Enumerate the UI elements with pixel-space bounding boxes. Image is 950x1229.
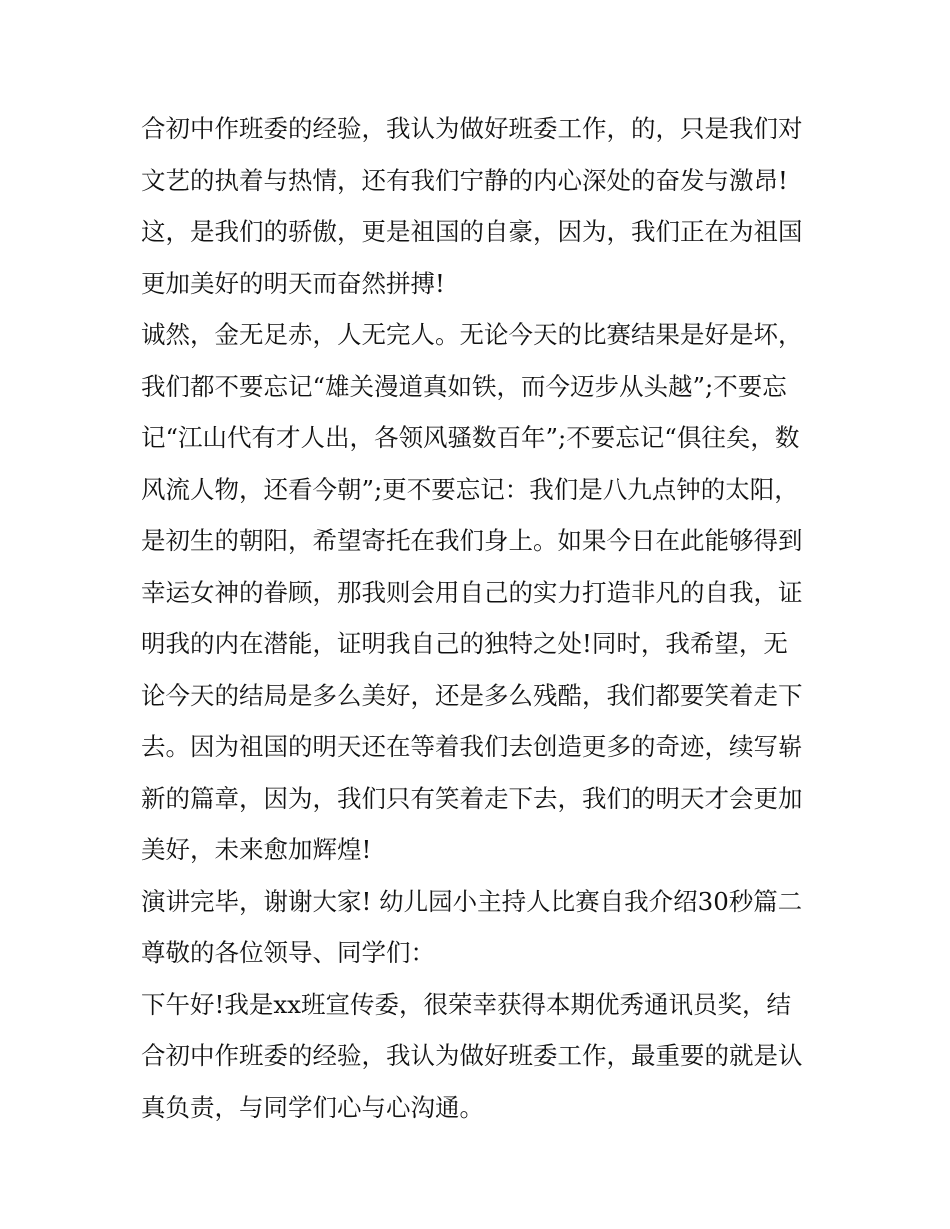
text-line: 是初生的朝阳，希望寄托在我们身上。如果今日在此能够得到 (141, 526, 803, 555)
text-line: 合初中作班委的经验，我认为做好班委工作，的，只是我们对 (141, 114, 803, 143)
text-line: 幸运女神的眷顾，那我则会用自己的实力打造非凡的自我，证 (141, 577, 803, 607)
text-line: 演讲完毕，谢谢大家! 幼儿园小主持人比赛自我介绍30秒篇二 (141, 886, 803, 916)
text-line: 风流人物，还看今朝”;更不要忘记：我们是八九点钟的太阳， (141, 474, 799, 504)
text-line: 我们都不要忘记“雄关漫道真如铁，而今迈步从头越”;不要忘 (141, 371, 787, 401)
text-line: 明我的内在潜能，证明我自己的独特之处!同时，我希望，无 (141, 629, 788, 658)
text-line: 记“江山代有才人出，各领风骚数百年”;不要忘记“俱往矣，数 (141, 423, 800, 452)
text-line: 论今天的结局是多么美好，还是多么残酷，我们都要笑着走下 (141, 680, 803, 710)
text-line: 下午好!我是xx班宣传委，很荣幸获得本期优秀通讯员奖，结 (141, 989, 791, 1019)
text-line: 尊敬的各位领导、同学们： (141, 938, 435, 967)
text-line: 这，是我们的骄傲，更是祖国的自豪，因为，我们正在为祖国 (141, 217, 803, 246)
text-line: 诚然，金无足赤，人无完人。无论今天的比赛结果是好是坏， (141, 320, 803, 349)
text-line: 新的篇章，因为，我们只有笑着走下去，我们的明天才会更加 (141, 783, 803, 813)
text-line: 合初中作班委的经验，我认为做好班委工作，最重要的就是认 (141, 1041, 803, 1070)
text-line: 更加美好的明天而奋然拼搏! (141, 268, 445, 298)
text-line: 真负责，与同学们心与心沟通。 (141, 1092, 484, 1122)
text-line: 美好，未来愈加辉煌! (141, 835, 372, 864)
body-text (141, 103, 821, 1133)
text-line: 去。因为祖国的明天还在等着我们去创造更多的奇迹，续写崭 (141, 732, 803, 761)
text-line: 文艺的执着与热情，还有我们宁静的内心深处的奋发与激昂! (141, 165, 788, 195)
